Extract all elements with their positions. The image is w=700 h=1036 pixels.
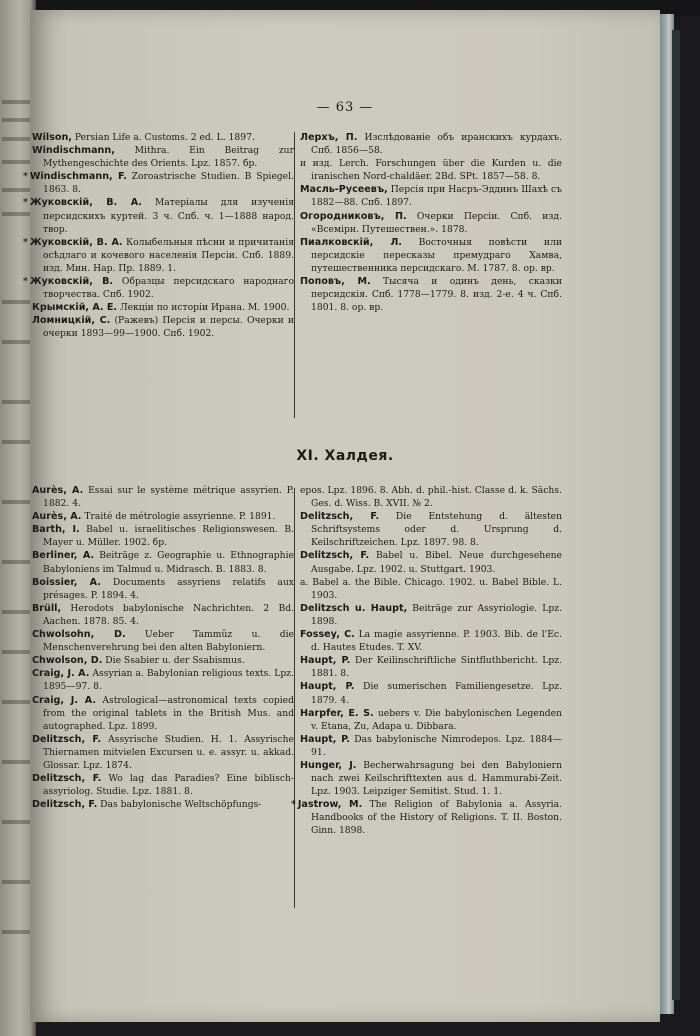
bibliography-entry [291, 798, 563, 837]
entry-author: Delitzsch, F. [300, 550, 370, 562]
entry-author: Jastrow, M. [297, 799, 363, 811]
entry-text: Das babylonische Weltschöpfungs- [97, 799, 262, 811]
entry-text: Изслѣдованіе объ иранскихъ курдахъ. Спб. 1856—58. [311, 132, 562, 157]
entry-text: Die sumerischen Familiengesetze. Lpz. 1879. 4. [311, 681, 562, 706]
bottom-left-column [32, 484, 294, 811]
entry-text: Astrological—astronomical texts copied from the original tablets in the British Mus. and autographed. Lpz. 1899. [43, 694, 294, 732]
entry-text: Очерки Персіи. Спб. изд. «Всемірн. Путешествен.». 1878. [311, 210, 563, 235]
entry-author: Delitzsch, F. [32, 799, 98, 811]
entry-author: Haupt, P. [300, 655, 351, 667]
bibliography-entry [23, 170, 294, 196]
bibliography-entry [32, 549, 294, 575]
bibliography-entry [300, 210, 562, 236]
entry-text: Лекціи по исторіи Ирана. М. 1900. [117, 302, 290, 314]
section-title: XI. Халдея. [296, 448, 394, 464]
entry-text: Herodots babylonische Nachrichten. 2 Bd. Aachen. 1878. 85. 4. [43, 602, 294, 627]
bibliography-entry [32, 144, 294, 170]
entry-author: Hunger, J. [300, 759, 357, 771]
bibliography-entry [32, 484, 294, 510]
entry-text: Beiträge z. Geographie u. Ethnographie Babyloniens im Talmud u. Midrasch. B. 1883. 8. [43, 550, 294, 575]
bibliography-entry [32, 654, 294, 667]
entry-author: Лерхъ, П. [300, 132, 358, 143]
book-cover-edge [672, 30, 680, 1000]
entry-author: Ломницкій, С. [32, 315, 111, 327]
entry-marker: * [23, 171, 28, 183]
bibliography-entry [300, 183, 562, 209]
top-right-column [300, 131, 562, 314]
bottom-right-column [291, 484, 563, 838]
entry-author: Craig, J. A. [32, 694, 97, 706]
bibliography-entry [300, 549, 562, 575]
entry-author: Delitzsch u. Haupt, [300, 602, 408, 614]
entry-marker: * [291, 799, 296, 811]
entry-author: Масль-Русеевъ, [300, 184, 388, 196]
entry-author: Haupt, P. [300, 681, 355, 693]
entry-text: uebers v. Die babylonischen Legenden v. Etana, Zu, Adapa u. Dibbara. [311, 707, 562, 732]
bibliography-entry [32, 628, 294, 654]
bibliography-entry [32, 523, 294, 549]
bibliography-entry [300, 602, 562, 628]
bibliography-entry [32, 314, 294, 340]
bibliography-entry [300, 275, 562, 314]
entry-author: Крымскій, А. Е. [32, 302, 118, 314]
entry-text: Образцы персидскаго народнаго творчества. Спб. 1902. [43, 276, 294, 301]
bibliography-entry [300, 484, 562, 510]
entry-text: The Religion of Babylonia a. Assyria. Handbooks of the History of Religions. T. II. Boston. Ginn. 1898. [311, 799, 563, 837]
bibliography-entry [300, 759, 562, 798]
entry-author: Delitzsch, F. [300, 511, 380, 523]
entry-text: Восточныя повѣсти или персидскіе пересказы премудраго Хамва, путешественника персидскаго. М. 1787. 8. ор. вр. [311, 236, 562, 274]
entry-marker: * [23, 236, 28, 248]
page-number: — 63 — [316, 100, 374, 115]
entry-author: Windischmann, [32, 145, 115, 157]
entry-author: Wilson, [32, 132, 72, 143]
entry-text: Die Ssabier u. der Ssabismus. [102, 655, 245, 667]
entry-author: Craig, J. A. [32, 668, 90, 680]
entry-author: Delitzsch, F. [32, 773, 102, 785]
bibliography-entry [300, 680, 562, 706]
entry-text: Die Entstehung d. ältesten Schriftsystems oder d. Ursprung d. Keilschriftzeichen. Lpz. 1897. 98. 8. [311, 511, 562, 549]
entry-marker: * [23, 197, 28, 209]
bibliography-entry [32, 694, 294, 733]
entry-author: Boissier, A. [32, 576, 101, 588]
entry-text: Zoroastrische Studien. B Spiegel. 1863. 8. [43, 171, 294, 196]
entry-author: Brüll, [32, 602, 62, 614]
entry-text: Колыбельныя пѣсни и причитанія осѣдлаго и кочевого населенія Персіи. Спб. 1889. изд. Мин. Нар. Пр. 1889. 1. [43, 236, 295, 274]
bibliography-entry [23, 196, 295, 235]
entry-text: epos. Lpz. 1896. 8. Abh. d. phil.-hist. Classe d. k. Sächs. Ges. d. Wiss. B. XVII. № 2. [300, 485, 562, 510]
entry-text: Das babylonische Nimrodepos. Lpz. 1884—91. [311, 733, 562, 758]
entry-text: Матеріалы для изученія персидскихъ куртей. 3 ч. Спб. ч. 1—1888 народ. твор. [43, 197, 295, 235]
column-divider-bottom [294, 488, 295, 908]
entry-author: Haupt, P. [300, 733, 350, 745]
bibliography-entry [300, 576, 562, 602]
column-divider-top [294, 132, 295, 418]
bibliography-entry [23, 236, 295, 275]
entry-author: Поповъ, М. [300, 276, 371, 288]
entry-author: Berliner, A. [32, 550, 95, 562]
bibliography-entry [300, 654, 562, 680]
bibliography-entry [32, 602, 294, 628]
bibliography-entry [300, 628, 562, 654]
bibliography-entry [32, 301, 294, 314]
entry-text: Assyrische Studien. H. 1. Assyrische Thiernamen mitvielen Excursen u. e. assyr. u. akkad. Glossar. Lpz. 1874. [43, 733, 294, 771]
entry-text: La magie assyrienne. P. 1903. Bib. de l'Ec. d. Hautes Etudes. T. XV. [311, 629, 562, 654]
entry-text: Becherwahrsagung bei den Babyloniern nach zwei Keilschrifttexten aus d. Hammurabi-Zeit. Lpz. 1903. Leipziger Semitist. Stud. 1. 1. [311, 759, 562, 798]
entry-author: Chwolsohn, D. [32, 629, 126, 641]
entry-author: Delitzsch, F. [32, 733, 102, 745]
bibliography-entry [23, 275, 294, 301]
entry-author: Aurès, A. [32, 511, 82, 523]
entry-author: Harpfer, E. S. [300, 707, 374, 719]
entry-author: Жуковскій, В. [29, 276, 114, 288]
entry-text: Traité de métrologie assyrienne. P. 1891. [81, 511, 276, 523]
entry-text: Beiträge zur Assyriologie. Lpz. 1898. [311, 602, 562, 627]
entry-text: Wo lag das Paradies? Eine biblisch-assyriolog. Studie. Lpz. 1881. 8. [43, 773, 295, 798]
entry-author: Жуковскій, В. А. [29, 236, 123, 248]
bibliography-entry [32, 772, 294, 798]
bibliography-entry [32, 131, 294, 144]
entry-author: Aurès, A. [32, 485, 84, 496]
bibliography-entry [300, 131, 562, 157]
entry-marker: * [23, 276, 28, 288]
entry-text: Ueber Tammûz u. die Menschenverehrung bei den alten Babyloniern. [43, 629, 294, 654]
entry-author: Fossey, C. [300, 629, 355, 641]
entry-text: Персія при Насръ-Эддинъ Шахѣ съ 1882—88. Спб. 1897. [311, 184, 562, 209]
entry-text: Documents assyriens relatifs aux présages. P. 1894. 4. [43, 576, 294, 601]
entry-author: Windischmann, F. [29, 171, 127, 183]
entry-author: Жуковскій, В. А. [29, 197, 142, 209]
entry-author: Barth, I. [32, 524, 80, 536]
book-page [23, 10, 660, 1022]
entry-text: Persian Life a. Customs. 2 ed. L. 1897. [71, 132, 255, 143]
bibliography-entry [32, 798, 294, 811]
entry-text: Mithra. Ein Beitrag zur Mythengeschichte des Orients. Lpz. 1857. бр. [43, 145, 294, 170]
entry-text: (Ражевъ) Персія и персы. Очерки и очерки 1893—99—1900. Спб. 1902. [43, 315, 295, 340]
entry-text: Assyrian a. Babylonian religious texts. Lpz. 1895—97. 8. [43, 668, 294, 693]
entry-text: a. Babel a. the Bible. Chicago. 1902. u. Babel Bible. L. 1903. [300, 576, 562, 601]
entry-text: Тысяча и одинъ день, сказки персидскія. Спб. 1778—1779. 8. изд. 2-е. 4 ч. Спб. 1801. 8. ор. вр. [311, 276, 563, 314]
bibliography-entry [300, 510, 562, 549]
entry-text: Babel u. Bibel. Neue durchgesehene Ausgabe. Lpz. 1902. u. Stuttgart. 1903. [311, 550, 562, 575]
bibliography-entry [32, 510, 294, 523]
bibliography-entry [300, 236, 562, 275]
bibliography-entry [300, 157, 562, 183]
entry-author: Огородниковъ, П. [300, 210, 407, 222]
bibliography-entry [300, 707, 562, 733]
entry-text: и изд. Lerch. Forschungen über die Kurden u. die iranischen Nord-chaldäer. 2Bd. SPt. 1857—58. 8. [300, 158, 562, 183]
top-left-column [23, 131, 295, 341]
bibliography-entry [32, 576, 294, 602]
entry-text: Essai sur le système métrique assyrien. P. 1882. 4. [43, 485, 294, 510]
bibliography-entry [32, 667, 294, 693]
entry-author: Chwolson, D. [32, 655, 103, 667]
entry-text: Der Keilinschriftliche Sintfluthbericht. Lpz. 1881. 8. [311, 655, 562, 680]
entry-author: Пиалковскій, Л. [300, 236, 402, 248]
bibliography-entry [300, 733, 562, 759]
entry-text: Babel u. israelitisches Religionswesen. B. Mayer u. Müller. 1902. бр. [43, 524, 295, 549]
bibliography-entry [32, 733, 294, 772]
